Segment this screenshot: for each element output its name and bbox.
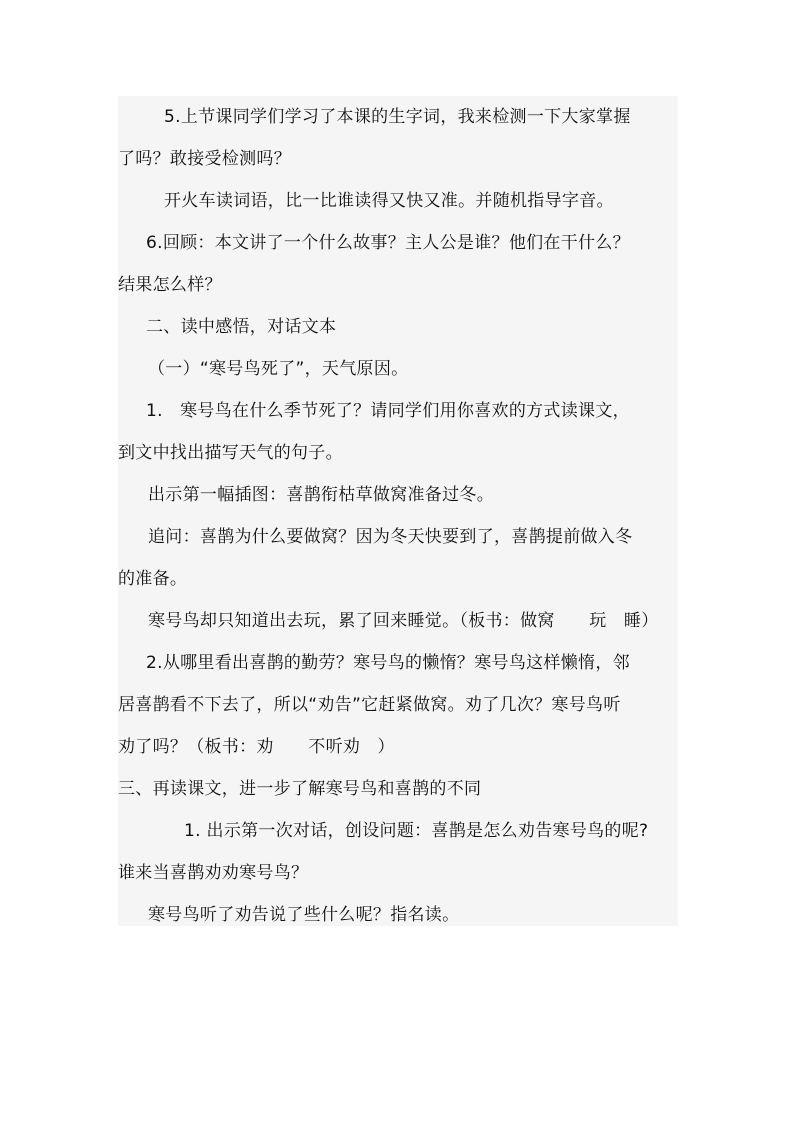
paragraph-line: 1. 出示第一次对话，创设问题：喜鹊是怎么劝告寒号鸟的呢? [184, 821, 649, 841]
paragraph-line: 5.上节课同学们学习了本课的生字词，我来检测一下大家掌握 [164, 107, 631, 127]
paragraph-line: 到文中找出描写天气的句子。 [118, 443, 343, 463]
section-heading: 二、读中感悟，对话文本 [146, 317, 337, 337]
paragraph-line: 寒号鸟听了劝告说了些什么呢？指名读。 [148, 905, 460, 925]
paragraph-line: 追问：喜鹊为什么要做窝？因为冬天快要到了，喜鹊提前做入冬 [148, 527, 633, 547]
paragraph-line: 出示第一幅插图：喜鹊衔枯草做窝准备过冬。 [148, 485, 494, 505]
paragraph-line: 1. 寒号鸟在什么季节死了？请同学们用你喜欢的方式读课文， [146, 401, 630, 421]
paragraph-line: 了吗？敢接受检测吗？ [118, 149, 291, 169]
paragraph-line: 寒号鸟却只知道出去玩，累了回来睡觉。（板书：做窝 玩 睡） [148, 611, 659, 631]
paragraph-line: 6.回顾：本文讲了一个什么故事？主人公是谁？他们在干什么？ [146, 233, 630, 253]
subsection-heading: （一）“寒号鸟死了”，天气原因。 [148, 359, 409, 379]
paragraph-line: 开火车读词语，比一比谁读得又快又准。并随机指导字音。 [164, 191, 614, 211]
paragraph-line: 谁来当喜鹊劝劝寒号鸟？ [118, 863, 309, 883]
paragraph-line: 的准备。 [118, 569, 188, 589]
paragraph-line: 劝了吗？（板书：劝 不听劝 ） [118, 737, 395, 757]
text-block [118, 96, 678, 926]
section-heading: 三、再读课文，进一步了解寒号鸟和喜鹊的不同 [118, 779, 482, 799]
paragraph-line: 结果怎么样？ [118, 275, 222, 295]
paragraph-line: 2.从哪里看出喜鹊的勤劳？寒号鸟的懒惰？寒号鸟这样懒惰，邻 [146, 653, 630, 673]
paragraph-line: 居喜鹊看不下去了，所以“劝告”它赶紧做窝。劝了几次？寒号鸟听 [118, 695, 621, 715]
